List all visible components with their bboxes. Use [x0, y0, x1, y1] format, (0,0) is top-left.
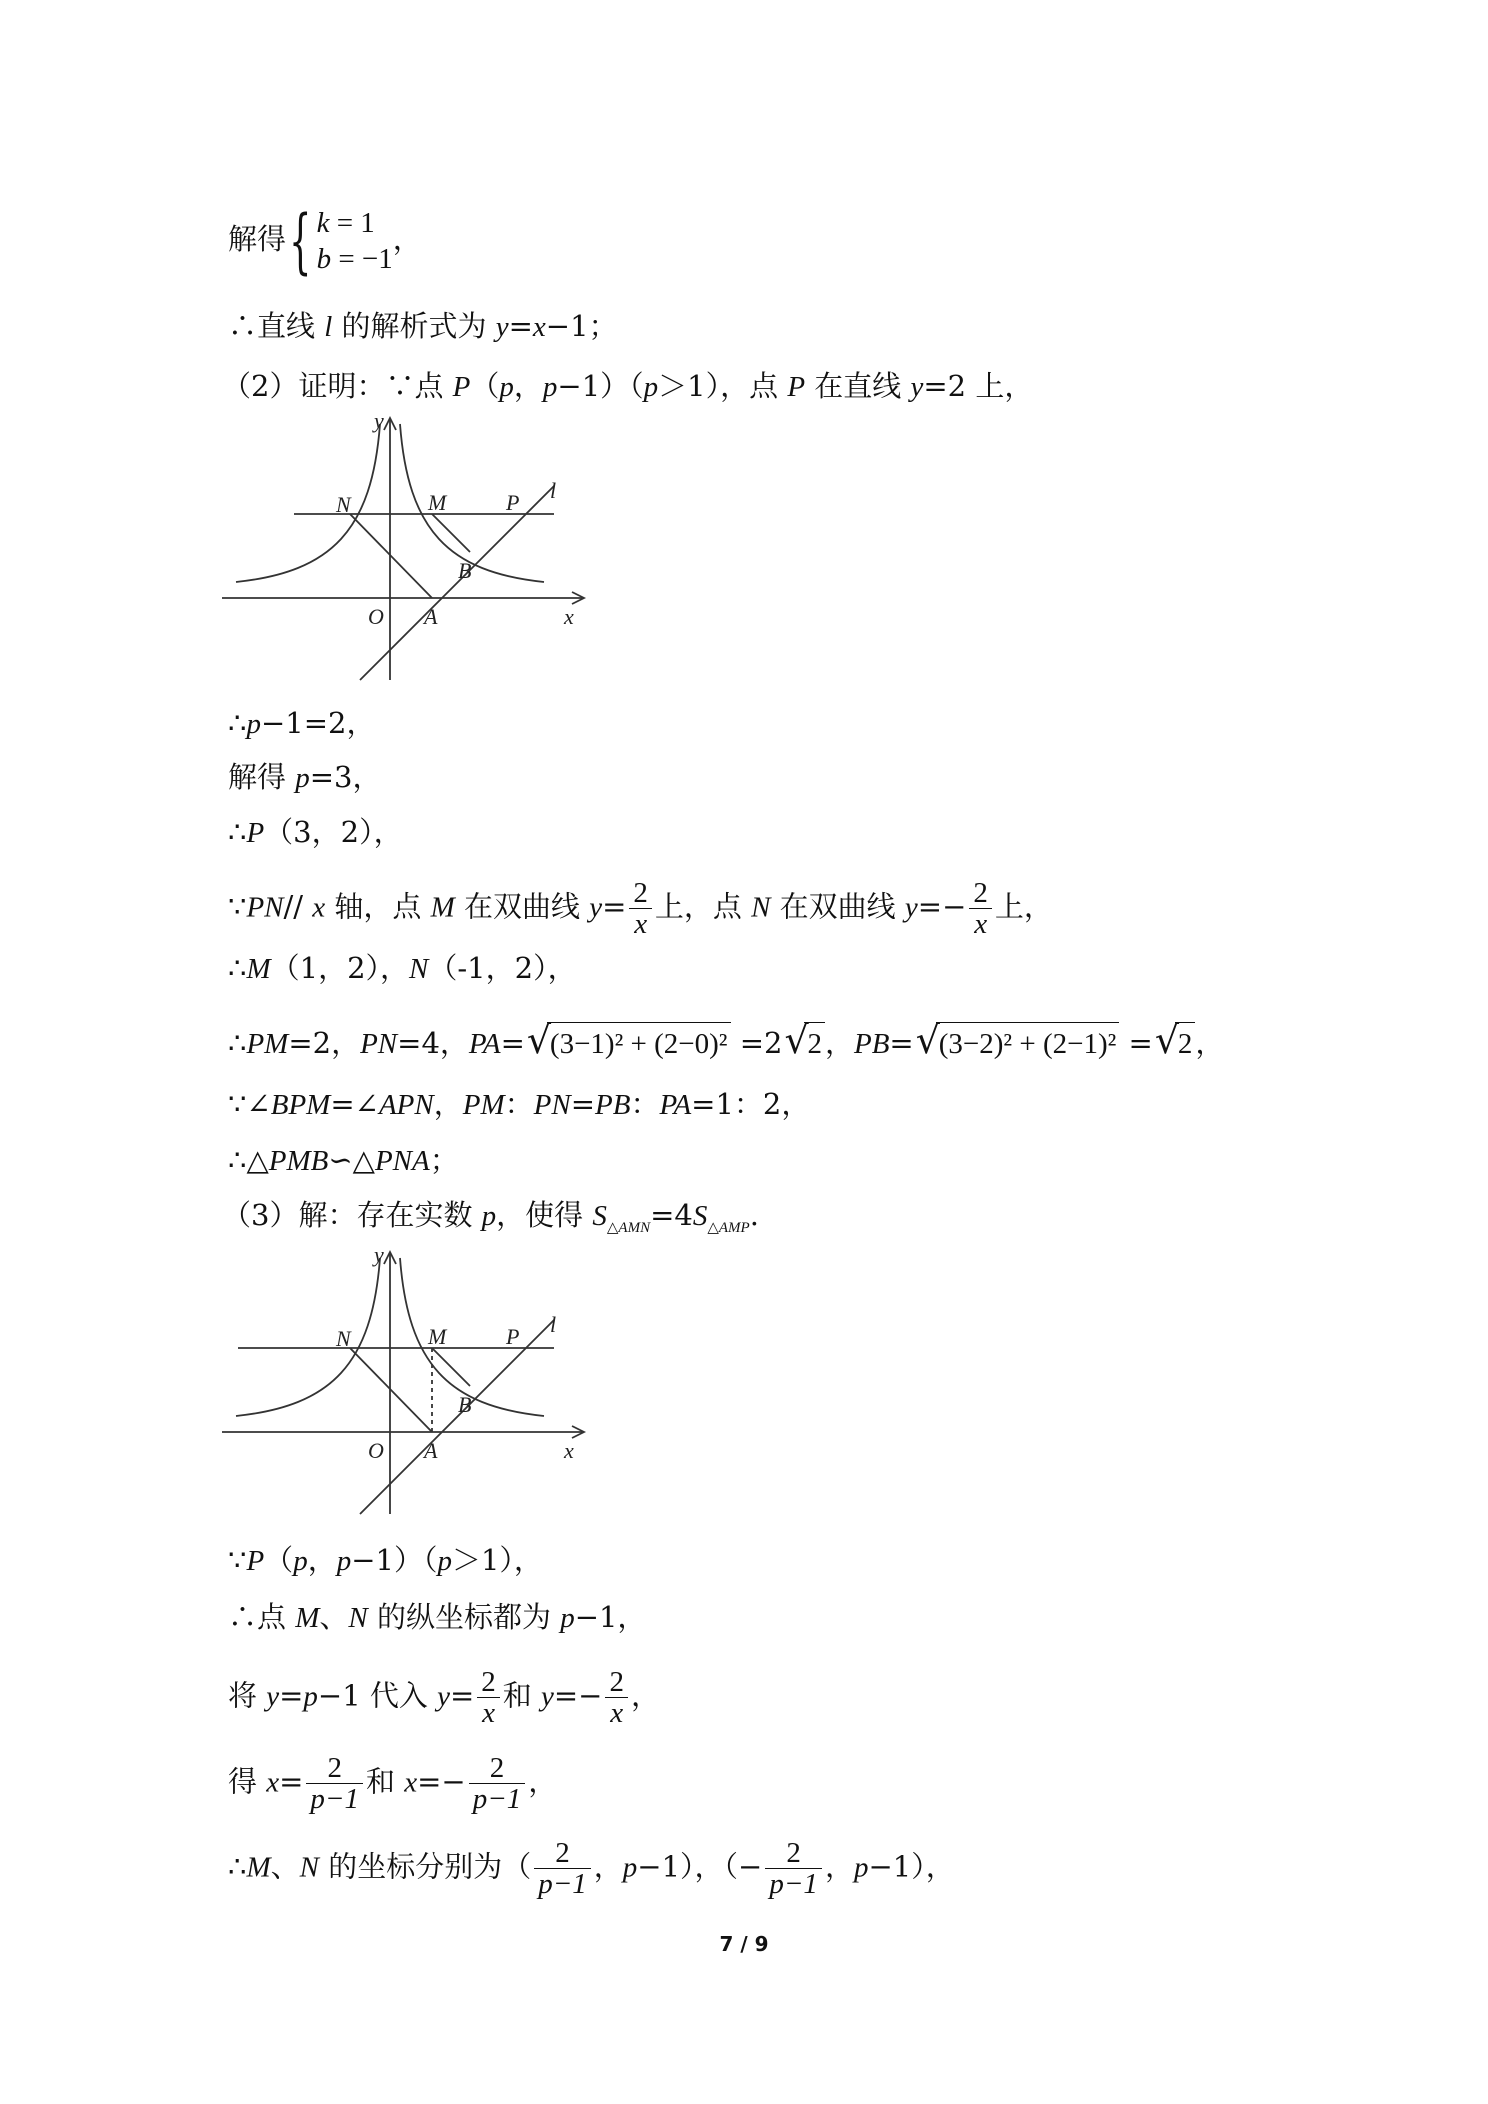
fraction: $\frac{2}{p-1}$ — [469, 1753, 526, 1814]
label-b: B — [458, 558, 472, 583]
text-line: ∴直线 l 的解析式为 y=x−1； — [228, 309, 618, 343]
label-a: A — [424, 1438, 438, 1463]
text-line: 得 x= $\frac{2}{p-1}$ 和 x=− $\frac{2}{p-1}$ ， — [228, 1752, 558, 1815]
text-line: ∴PM=2，PN=4，PA= √ (3−1)² + (2−0)² =2 √ 2 ，PB= √ (3−2)² + (2−1)² = √ 2 ， — [228, 1018, 1225, 1062]
text-line: 将 y=p−1 代入 y= $\frac{2}{x}$ 和 y=− $\frac{2}{x}$ ， — [228, 1666, 660, 1729]
label-o: O — [368, 1438, 384, 1463]
label-y: y — [374, 410, 384, 433]
segment-na — [350, 1348, 432, 1432]
hyperbola-graph — [222, 410, 602, 690]
square-root: √ 2 — [784, 1022, 825, 1064]
right-hyperbola — [400, 1258, 544, 1416]
text-line: ∴P（3，2）， — [228, 815, 403, 849]
label-n: N — [336, 1326, 351, 1351]
text-line: （3）解：存在实数 p，使得 $S_{\triangle AMN}=4S_{\triangle AMP}$. — [222, 1198, 759, 1236]
text-line: ∴点 M、N 的纵坐标都为 p−1， — [228, 1600, 647, 1634]
text-line: ∵∠BPM=∠APN，PM：PN=PB：PA=1：2， — [228, 1087, 811, 1121]
segment-na — [350, 514, 432, 598]
text-line: ∴M、N 的坐标分别为（ $\frac{2}{p-1}$ ，p−1），（− $\frac{2}{p-1}$ ，p−1）， — [228, 1837, 955, 1900]
label-b: B — [458, 1392, 472, 1417]
text-line: ∴p−1=2， — [228, 706, 376, 740]
radical-icon: √ — [526, 1018, 552, 1062]
text-line: 解得 p=3， — [228, 760, 382, 794]
right-hyperbola — [400, 424, 544, 582]
fraction: $\frac{2}{x}$ — [969, 878, 992, 939]
radical-icon: √ — [784, 1018, 809, 1062]
fraction: $\frac{2}{x}$ — [605, 1667, 628, 1728]
page-number: 7 / 9 — [719, 1932, 769, 1956]
text-line: ∵P（p，p−1）（p＞1）， — [228, 1543, 543, 1577]
label-p: P — [506, 490, 520, 515]
text-line: （2）证明：∵点 P（p，p−1）（p＞1），点 P 在直线 y=2 上， — [222, 369, 1034, 403]
left-hyperbola — [236, 1258, 380, 1416]
fraction: $\frac{2}{p-1}$ — [534, 1838, 591, 1899]
label-p: P — [506, 1324, 520, 1349]
hyperbola-graph-with-height — [222, 1244, 602, 1524]
label-l: l — [550, 1312, 557, 1337]
radical-icon: √ — [915, 1018, 940, 1062]
label-m: M — [428, 490, 447, 515]
label-y: y — [374, 1244, 384, 1267]
segment-mb — [432, 1348, 470, 1386]
fraction: $\frac{2}{x}$ — [477, 1667, 500, 1728]
label-o: O — [368, 604, 384, 629]
square-root: √ 2 — [1155, 1022, 1196, 1064]
solution-system: 解得{ k = 1 b = −1 ， — [228, 200, 422, 282]
text-line: ∴M（1，2），N（-1，2）， — [228, 951, 577, 985]
label-l: l — [550, 478, 557, 503]
label-n: N — [336, 492, 351, 517]
fraction: $\frac{2}{x}$ — [629, 878, 652, 939]
segment-mb — [432, 514, 470, 552]
label-x: x — [564, 1438, 574, 1463]
square-root: √ (3−2)² + (2−1)² — [916, 1022, 1120, 1064]
text-line: ∵PN// x 轴，点 M 在双曲线 y= $\frac{2}{x}$ 上，点 N 在双曲线 y=− $\frac{2}{x}$ 上， — [228, 877, 1053, 940]
equation-system: k = 1 b = −1 — [316, 207, 393, 275]
fraction: $\frac{2}{p-1}$ — [306, 1753, 363, 1814]
label-a: A — [424, 604, 438, 629]
radical-icon: √ — [1154, 1018, 1180, 1062]
fraction: $\frac{2}{p-1}$ — [765, 1838, 822, 1899]
label-m: M — [428, 1324, 447, 1349]
left-hyperbola — [236, 424, 380, 582]
text-line: ∴△PMB∽△PNA； — [228, 1143, 459, 1177]
square-root: √ (3−1)² + (2−0)² — [527, 1022, 731, 1064]
left-brace-icon: { — [289, 200, 312, 282]
label-x: x — [564, 604, 574, 629]
